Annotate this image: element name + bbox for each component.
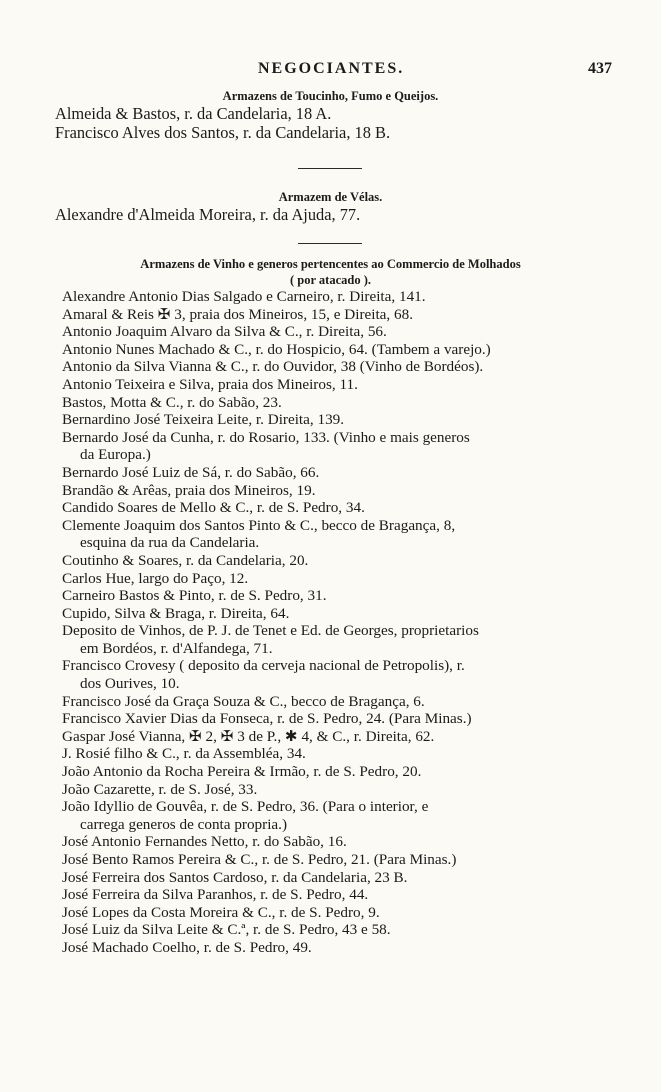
entry: Cupido, Silva & Braga, r. Direita, 64.: [62, 604, 290, 622]
entry: Alexandre Antonio Dias Salgado e Carneiro, r. Direita, 141.: [62, 288, 426, 305]
entry: Antonio Joaquim Alvaro da Silva & C., r. Direita, 56.: [62, 323, 387, 341]
entry: Bernardo José da Cunha, r. do Rosario, 133. (Vinho e mais generos da Europa.): [62, 428, 470, 464]
running-title: NEGOCIANTES.: [258, 60, 405, 77]
entry: Bernardino José Teixeira Leite, r. Direita, 139.: [62, 411, 345, 429]
entry: Amaral & Reis ✠ 3, praia dos Mineiros, 15, e Direita, 68.: [62, 305, 413, 323]
entry: Bernardo José Luiz de Sá, r. do Sabão, 66.: [62, 463, 320, 481]
entry: João Cazarette, r. de S. José, 33.: [62, 780, 258, 798]
entry: Carneiro Bastos & Pinto, r. de S. Pedro, 31.: [62, 587, 327, 605]
entry: Francisco Alves dos Santos, r. da Candelaria, 18 B.: [55, 123, 391, 142]
entry: Deposito de Vinhos, de P. J. de Tenet e Ed. de Georges, proprietarios em Bordéos, r. d'Alfandega, 71.: [62, 622, 479, 657]
entry: Coutinho & Soares, r. da Candelaria, 20.: [62, 551, 309, 569]
entry-list: [0, 205, 661, 224]
entry: Clemente Joaquim dos Santos Pinto & C., becco de Bragança, 8, esquina da rua da Candelaria.: [62, 516, 456, 552]
entry: João Antonio da Rocha Pereira & Irmão, r. de S. Pedro, 20.: [62, 763, 422, 781]
section-velas: [0, 189, 661, 224]
entry: José Ferreira dos Santos Cardoso, r. da Candelaria, 23 B.: [62, 868, 408, 886]
entry: José Luiz da Silva Leite & C.ª, r. de S. Pedro, 43 e 58.: [62, 921, 391, 939]
entry-list: [0, 104, 661, 142]
entry: Antonio da Silva Vianna & C., r. do Ouvidor, 38 (Vinho de Bordéos).: [62, 358, 484, 376]
running-head: [0, 58, 661, 82]
section-toucinho: [0, 88, 661, 142]
entry: Alexandre d'Almeida Moreira, r. da Ajuda, 77.: [55, 205, 361, 224]
section-divider: [298, 243, 362, 244]
entry: José Machado Coelho, r. de S. Pedro, 49.: [62, 938, 312, 956]
entry: José Lopes da Costa Moreira & C., r. de S. Pedro, 9.: [62, 903, 380, 921]
entry-list: [0, 288, 661, 957]
entry: José Ferreira da Silva Paranhos, r. de S. Pedro, 44.: [62, 886, 369, 904]
entry: Francisco José da Graça Souza & C., becco de Bragança, 6.: [62, 692, 425, 710]
entry: Carlos Hue, largo do Paço, 12.: [62, 569, 249, 587]
entry: Antonio Nunes Machado & C., r. do Hospicio, 64. (Tambem a varejo.): [62, 340, 491, 358]
section-vinho: [0, 256, 661, 957]
page-number: 437: [588, 60, 612, 77]
section-subheading: ( por atacado ).: [289, 273, 371, 287]
section-heading: Armazem de Vélas.: [278, 190, 383, 204]
entry: Gaspar José Vianna, ✠ 2, ✠ 3 de P., ✱ 4, & C., r. Direita, 62.: [62, 727, 435, 745]
section-heading: Armazens de Vinho e generos pertencentes ao Commercio de Molhados: [140, 257, 521, 271]
section-divider: [298, 168, 362, 169]
entry: José Bento Ramos Pereira & C., r. de S. Pedro, 21. (Para Minas.): [62, 851, 457, 868]
entry: Francisco Crovesy ( deposito da cerveja nacional de Petropolis), r. dos Ourives, 10.: [62, 657, 465, 693]
entry: João Idyllio de Gouvêa, r. de S. Pedro, 36. (Para o interior, e carrega generos de conta propria.): [62, 798, 429, 833]
entry: Brandão & Arêas, praia dos Mineiros, 19.: [62, 481, 316, 499]
entry: Almeida & Bastos, r. da Candelaria, 18 A.: [55, 104, 332, 123]
entry: J. Rosié filho & C., r. da Assembléa, 34.: [62, 745, 306, 763]
entry: Antonio Teixeira e Silva, praia dos Mineiros, 11.: [62, 375, 358, 393]
entry: Candido Soares de Mello & C., r. de S. Pedro, 34.: [62, 499, 365, 517]
entry: Francisco Xavier Dias da Fonseca, r. de S. Pedro, 24. (Para Minas.): [62, 710, 472, 728]
section-heading: Armazens de Toucinho, Fumo e Queijos.: [222, 89, 439, 103]
entry: José Antonio Fernandes Netto, r. do Sabão, 16.: [62, 833, 347, 851]
entry: Bastos, Motta & C., r. do Sabão, 23.: [62, 393, 282, 411]
